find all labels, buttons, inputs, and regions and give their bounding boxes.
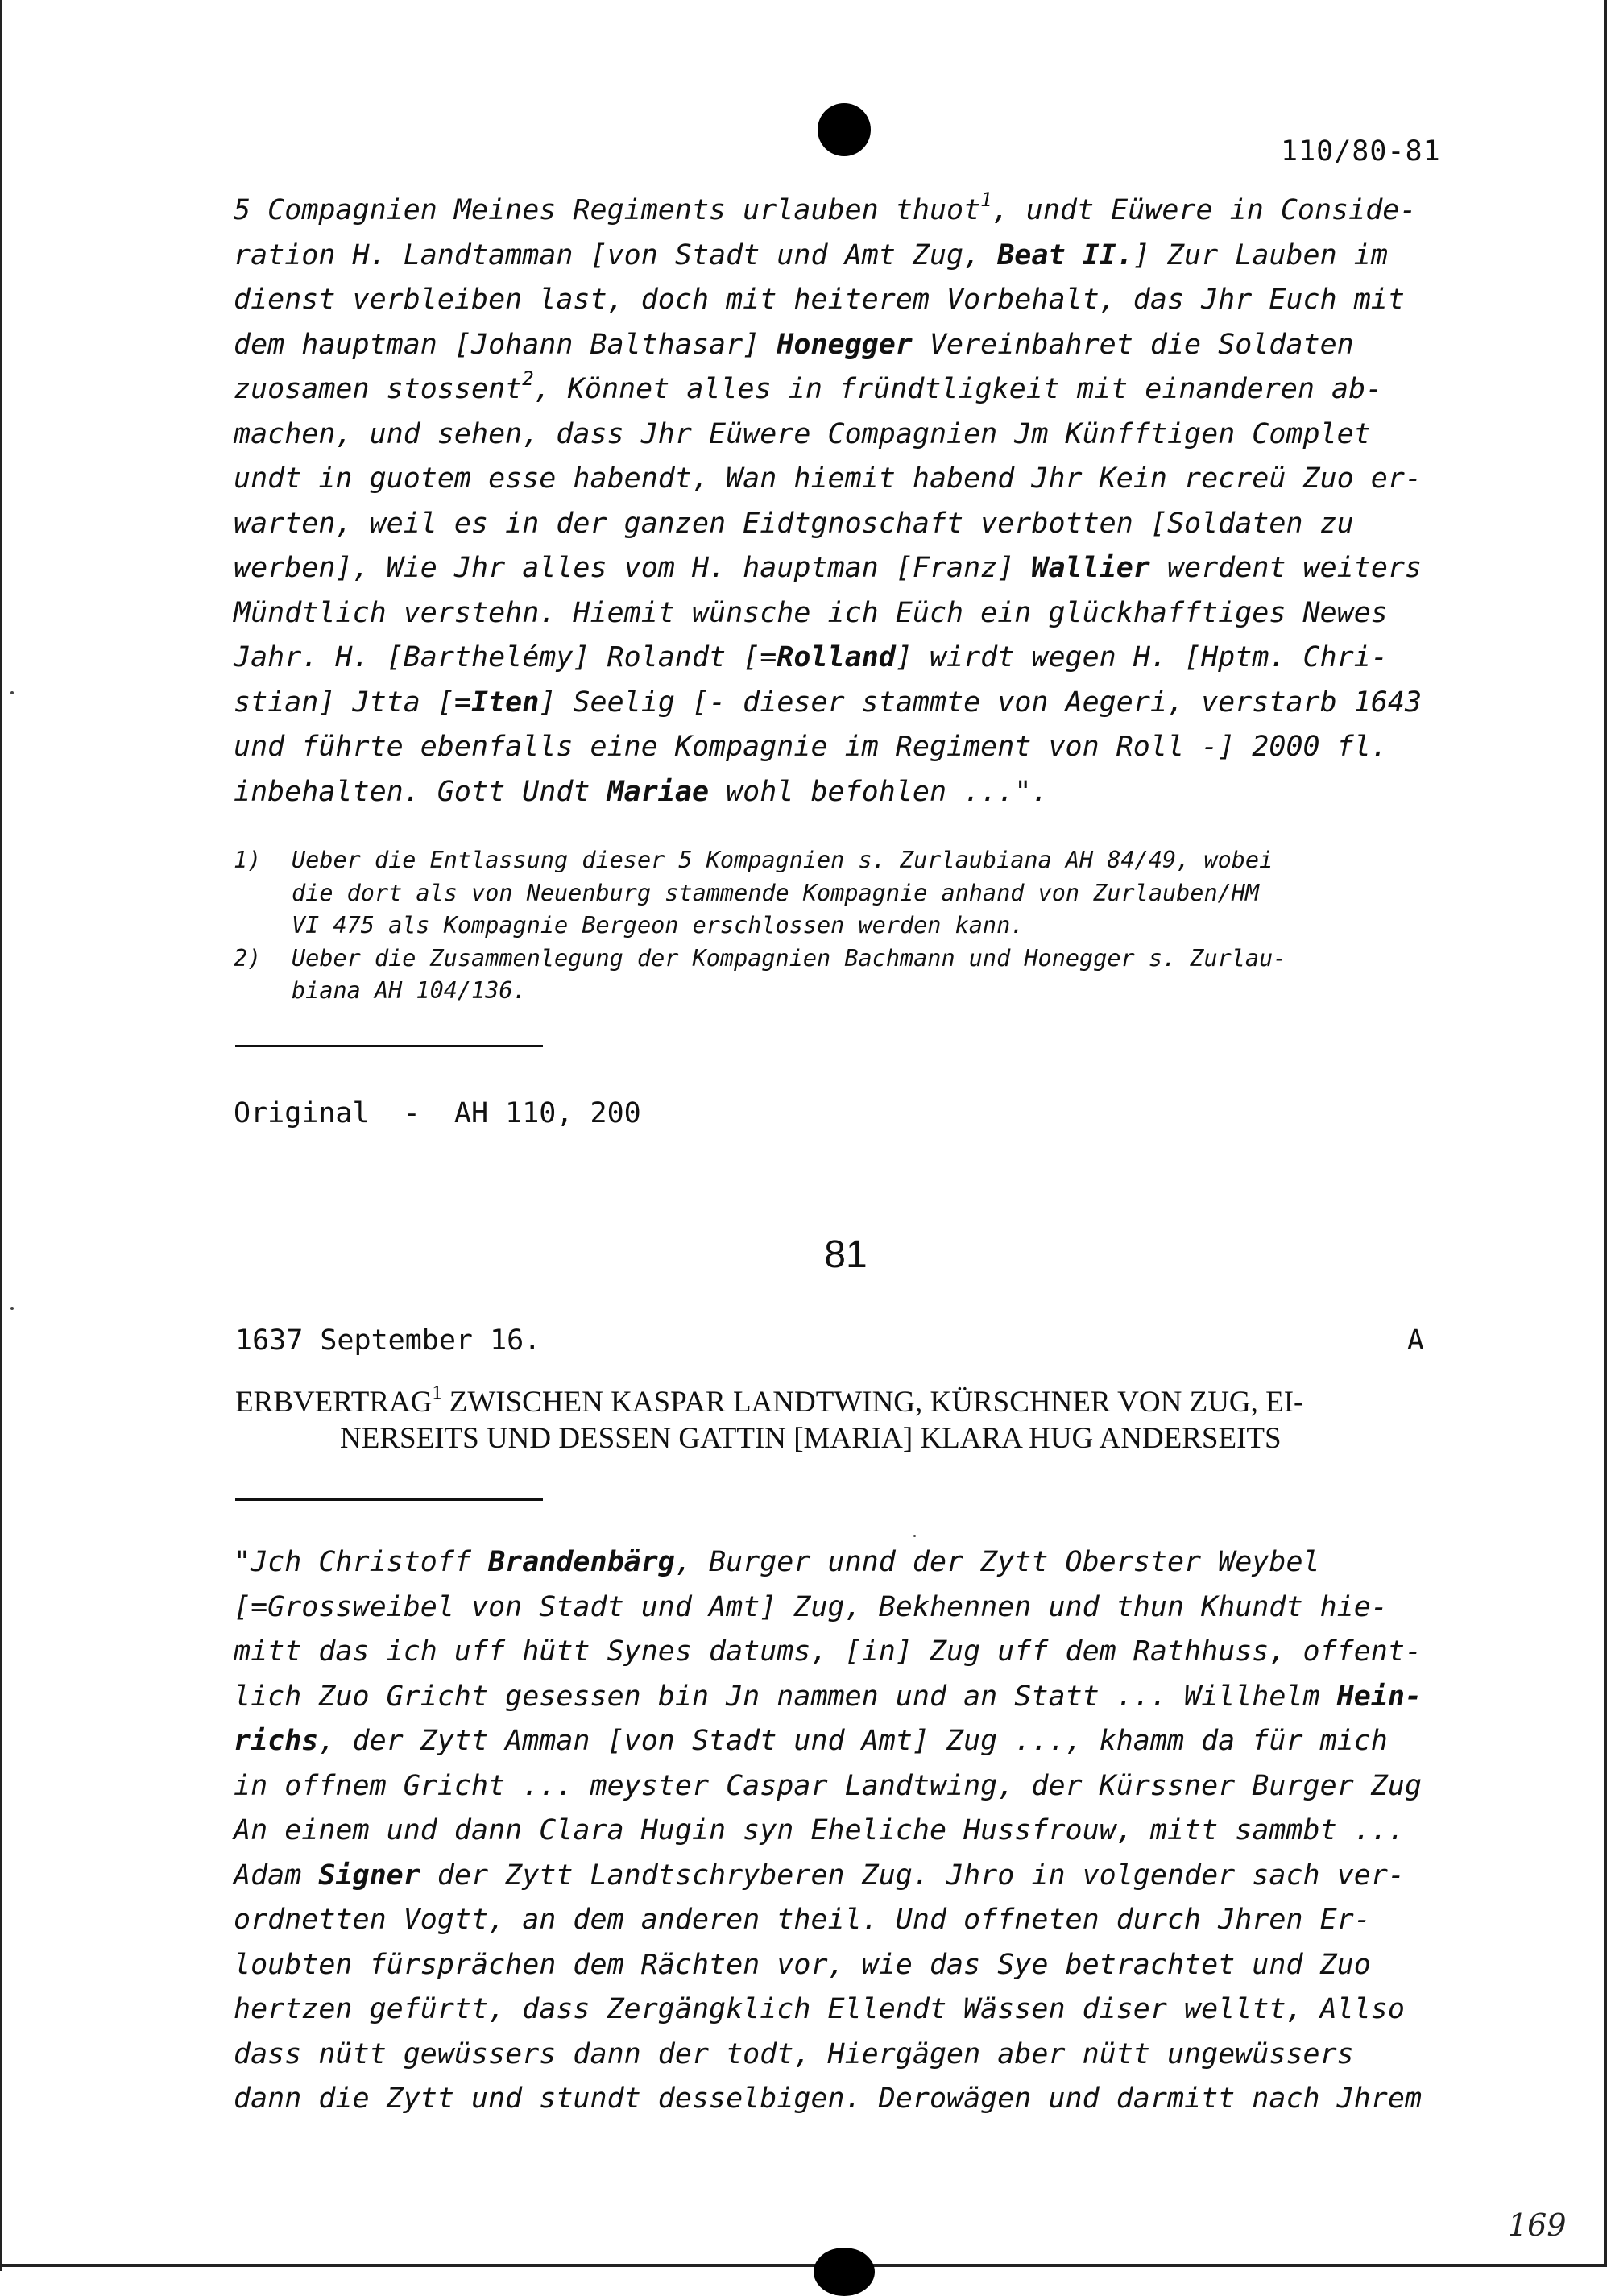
scan-speck (10, 691, 14, 694)
text-run: hertzen gefürtt, dass Zergängklich Ellendt Wässen diser welltt, Allso (234, 1993, 1405, 2025)
body-line (234, 1764, 1474, 1809)
letter-line (234, 636, 1474, 681)
source-reference: Original - AH 110, 200 (234, 1097, 641, 1129)
text-run: stian] Jtta [= (234, 686, 472, 719)
bold-name: richs (234, 1725, 319, 1757)
document-date-line (235, 1324, 1424, 1357)
separator-rule-2 (235, 1498, 543, 1501)
bold-name: Rolland (777, 641, 896, 673)
body-line (234, 1630, 1474, 1675)
bold-name: Beat II. (997, 238, 1133, 271)
document-date: 1637 September 16. (235, 1324, 541, 1357)
text-run: , der Zytt Amman [von Stadt und Amt] Zug ..., khamm da für mich (318, 1725, 1388, 1757)
body-line (234, 1854, 1474, 1899)
body-line (234, 1898, 1474, 1943)
punch-hole-top (818, 103, 871, 156)
footnotes (234, 844, 1474, 1008)
bold-name: Wallier (1031, 552, 1150, 584)
text-run: ] Zur Lauben im (1133, 238, 1388, 271)
body-line (234, 2077, 1474, 2122)
body-line (234, 1809, 1474, 1854)
footnote-text (292, 943, 1286, 1008)
bold-name: Hein- (1336, 1680, 1423, 1713)
text-run: , Könnet alles in fründtligkeit mit einanderen ab- (533, 373, 1383, 405)
letter-line (234, 725, 1474, 770)
body-line (234, 1540, 1474, 1585)
text-run: werdent weiters (1149, 552, 1423, 584)
text-run: der Zytt Landtschryberen Zug. Jhro in volgender sach ver- (420, 1859, 1405, 1892)
text-run: mitt das ich uff hütt Synes datums, [in] Zug uff dem Rathhuss, offent- (234, 1635, 1423, 1668)
letter-line (234, 367, 1474, 412)
body-line (234, 1675, 1474, 1720)
text-run: wohl befohlen ...". (709, 775, 1049, 808)
handwritten-page-number: 169 (1508, 2207, 1567, 2243)
document-body (234, 1540, 1474, 2122)
body-line (234, 1585, 1474, 1631)
title-line2: NERSEITS UND DESSEN GATTIN [MARIA] KLARA HUG ANDERSEITS (340, 1422, 1282, 1455)
title-line1-pre: ERBVERTRAG (235, 1386, 433, 1419)
text-run: zuosamen stossent (234, 373, 523, 405)
text-run: Jahr. H. [Barthelémy] Rolandt [= (234, 641, 777, 673)
scan-speck (913, 1535, 916, 1537)
title-footnote-marker: 1 (432, 1382, 442, 1403)
footnote-line: Ueber die Zusammenlegung der Kompagnien Bachmann und Honegger s. Zurlau- (292, 944, 1287, 972)
bold-name: Brandenbärg (488, 1546, 675, 1578)
body-line (234, 1987, 1474, 2033)
document-marker: A (1406, 1324, 1424, 1357)
text-run: Vereinbahret die Soldaten (912, 328, 1354, 361)
document-title (235, 1384, 1476, 1457)
text-run: loubten fürsprächen dem Rächten vor, wie das Sye betrachtet und Zuo (234, 1948, 1371, 1981)
text-run: , undt Eüwere in Conside- (992, 194, 1417, 226)
title-line1-post: ZWISCHEN KASPAR LANDTWING, KÜRSCHNER VON ZUG, EI- (441, 1386, 1304, 1419)
footnote-marker: 2 (522, 367, 534, 390)
text-run: undt in guotem esse habendt, Wan hiemit habend Jhr Kein recreü Zuo er- (234, 462, 1423, 495)
text-run: ] Seelig [- dieser stammte von Aegeri, verstarb 1643 (539, 686, 1423, 719)
footnote-text (292, 844, 1273, 943)
bold-name: Honegger (777, 328, 913, 361)
text-run: machen, und sehen, dass Jhr Eüwere Compagnien Jm Künfftigen Complet (234, 417, 1371, 450)
text-run: "Jch Christoff (234, 1546, 489, 1578)
footnote (234, 943, 1474, 1008)
text-run: dienst verbleiben last, doch mit heiterem Vorbehalt, das Jhr Euch mit (234, 284, 1405, 316)
footnote (234, 844, 1474, 943)
letter-line (234, 278, 1474, 323)
bold-name: Iten (471, 686, 540, 719)
footnote-marker: 1 (980, 189, 992, 211)
body-line (234, 1719, 1474, 1764)
text-run: dass nütt gewüssers dann der todt, Hiergägen aber nütt ungewüssers (234, 2037, 1354, 2070)
scan-speck (10, 1307, 14, 1310)
letter-line (234, 189, 1474, 234)
footnote-number: 1) (234, 847, 262, 873)
text-run: ration H. Landtamman [von Stadt und Amt Zug, (234, 238, 998, 271)
letter-line (234, 412, 1474, 458)
body-line (234, 2033, 1474, 2078)
letter-line (234, 323, 1474, 368)
letter-line (234, 502, 1474, 547)
letter-line (234, 591, 1474, 636)
text-run: dann die Zytt und stundt desselbigen. Derowägen und darmitt nach Jhrem (234, 2083, 1423, 2115)
bold-name: Mariae (607, 775, 710, 808)
text-run: in offnem Gricht ... meyster Caspar Landtwing, der Kürssner Burger Zug (234, 1769, 1423, 1802)
text-run: werben], Wie Jhr alles vom H. hauptman [Franz] (234, 552, 1032, 584)
letter-line (234, 234, 1474, 279)
letter-line (234, 546, 1474, 591)
separator-rule (235, 1045, 543, 1047)
page-reference: 110/80-81 (1281, 135, 1441, 168)
punch-hole-bottom (814, 2248, 875, 2296)
letter-line (234, 457, 1474, 502)
footnote-line: Ueber die Entlassung dieser 5 Kompagnien s. Zurlaubiana AH 84/49, wobei (292, 847, 1273, 873)
text-run: Adam (234, 1859, 319, 1892)
text-run: warten, weil es in der ganzen Eidtgnoschaft verbotten [Soldaten zu (234, 507, 1354, 540)
text-run: ordnetten Vogtt, an dem anderen theil. Und offneten durch Jhren Er- (234, 1904, 1371, 1936)
text-run: lich Zuo Gricht gesessen bin Jn nammen und an Statt ... Willhelm (234, 1680, 1337, 1713)
text-run: inbehalten. Gott Undt (234, 775, 607, 808)
text-run: An einem und dann Clara Hugin syn Eheliche Hussfrouw, mitt sammbt ... (234, 1814, 1405, 1846)
body-line (234, 1943, 1474, 1988)
footnote-line: VI 475 als Kompagnie Bergeon erschlossen werden kann. (292, 912, 1025, 939)
footnote-number: 2) (234, 944, 262, 972)
text-run: ] wirdt wegen H. [Hptm. Chri- (895, 641, 1388, 673)
text-run: , Burger unnd der Zytt Oberster Weybel (674, 1546, 1320, 1578)
letter-line (234, 770, 1474, 815)
footnote-line: die dort als von Neuenburg stammende Kompagnie anhand von Zurlauben/HM (292, 879, 1260, 906)
text-run: 5 Compagnien Meines Regiments urlauben thuot (234, 194, 981, 226)
text-run: dem hauptman [Johann Balthasar] (234, 328, 777, 361)
text-run: [=Grossweibel von Stadt und Amt] Zug, Bekhennen und thun Khundt hie- (234, 1590, 1388, 1623)
text-run: und führte ebenfalls eine Kompagnie im Regiment von Roll -] 2000 fl. (234, 731, 1388, 763)
letter-continuation (234, 189, 1474, 814)
footnote-line: biana AH 104/136. (292, 977, 527, 1004)
text-run: Mündtlich verstehn. Hiemit wünsche ich Eüch ein glückhafftiges Newes (234, 596, 1388, 629)
bold-name: Signer (318, 1859, 420, 1892)
letter-line (234, 681, 1474, 726)
document-number: 81 (824, 1233, 868, 1276)
